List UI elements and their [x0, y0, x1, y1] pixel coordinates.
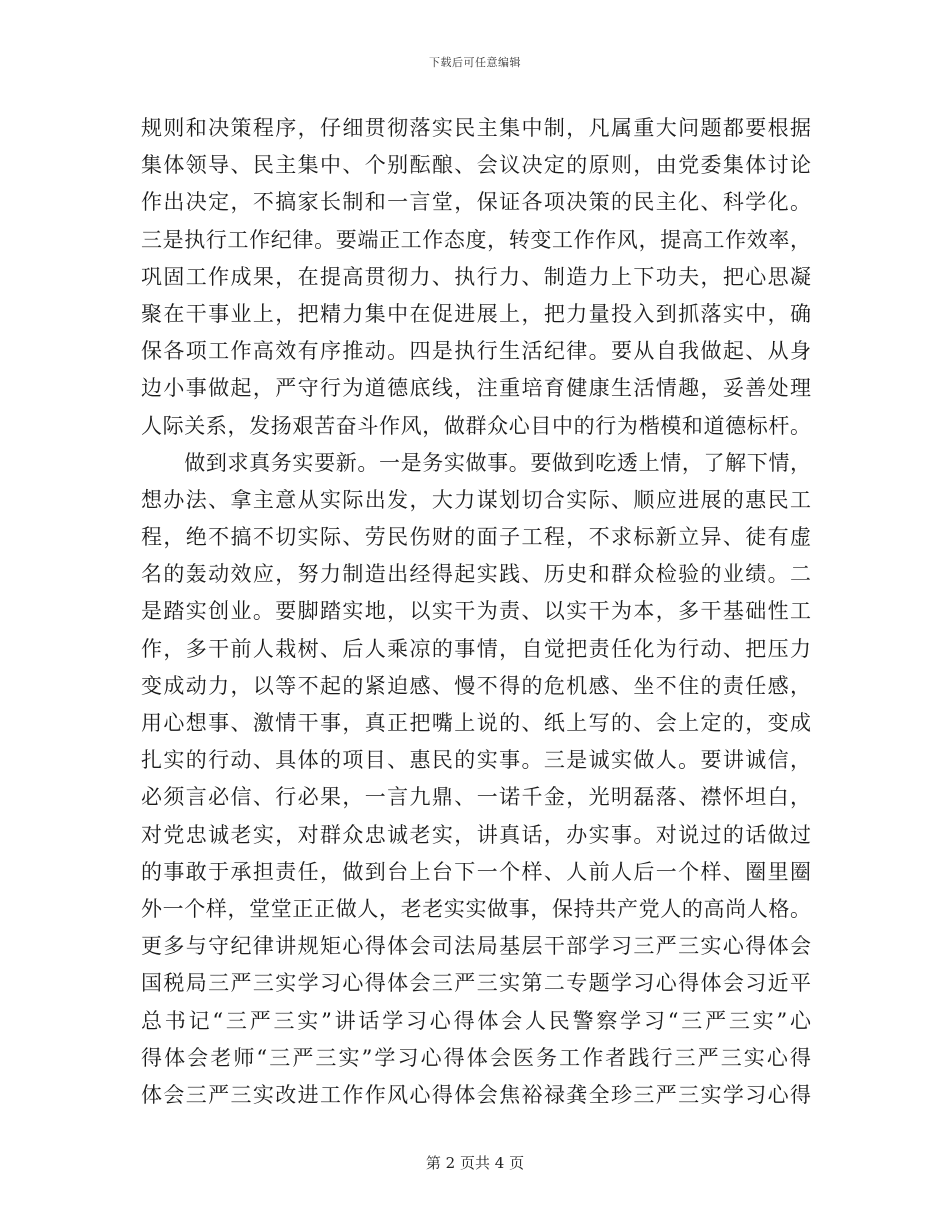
text-line: 边小事做起，严守行为道德底线，注重培育健康生活情趣，妥善处理	[141, 376, 811, 401]
text-line: 程，绝不搞不切实际、劳民伤财的面子工程，不求标新立异、徒有虚	[141, 525, 811, 550]
text-line: 作，多干前人栽树、后人乘凉的事情，自觉把责任化为行动、把压力	[141, 636, 811, 661]
text-line: 变成动力，以等不起的紧迫感、慢不得的危机感、坐不住的责任感，	[141, 673, 811, 698]
text-line: 对党忠诚老实，对群众忠诚老实，讲真话，办实事。对说过的话做过	[141, 822, 811, 847]
text-line: 扎实的行动、具体的项目、惠民的实事。三是诚实做人。要讲诚信，	[141, 748, 811, 773]
page-number-footer: 第 2 页共 4 页	[425, 1154, 525, 1172]
related-links-line: 国税局三严三实学习心得体会三严三实第二专题学习心得体会习近平	[141, 971, 811, 996]
text-line: 作出决定，不搞家长制和一言堂，保证各项决策的民主化、科学化。	[141, 190, 811, 215]
text-line: 的事敢于承担责任，做到台上台下一个样、人前人后一个样、圈里圈	[141, 859, 811, 884]
text-line: 巩固工作成果，在提高贯彻力、执行力、制造力上下功夫，把心思凝	[141, 264, 811, 289]
related-links-line: 体会三严三实改进工作作风心得体会焦裕禄龚全珍三严三实学习心得	[141, 1082, 811, 1107]
page-header: 下载后可任意编辑	[429, 56, 521, 69]
paragraph-start-line: 做到求真务实要新。一是务实做事。要做到吃透上情，了解下情，	[141, 450, 811, 475]
text-line: 保各项工作高效有序推动。四是执行生活纪律。要从自我做起、从身	[141, 339, 811, 364]
text-line: 用心想事、激情干事，真正把嘴上说的、纸上写的、会上定的，变成	[141, 711, 811, 735]
text-line: 是踏实创业。要脚踏实地，以实干为责、以实干为本，多干基础性工	[141, 599, 811, 624]
text-line: 三是执行工作纪律。要端正工作态度，转变工作作风，提高工作效率，	[141, 227, 811, 252]
text-line: 必须言必信、行必果，一言九鼎、一诺千金，光明磊落、襟怀坦白，	[141, 785, 811, 810]
text-line: 想办法、拿主意从实际出发，大力谋划切合实际、顺应进展的惠民工	[141, 487, 811, 512]
related-links-line: 得体会老师“三严三实”学习心得体会医务工作者践行三严三实心得	[141, 1045, 811, 1070]
text-line: 规则和决策程序，仔细贯彻落实民主集中制，凡属重大问题都要根据	[141, 116, 811, 140]
text-line: 集体领导、民主集中、个别酝酿、会议决定的原则，由党委集体讨论	[141, 153, 811, 178]
related-links-line: 更多与守纪律讲规矩心得体会司法局基层干部学习三严三实心得体会	[141, 934, 811, 959]
text-line: 外一个样，堂堂正正做人，老老实实做事，保持共产党人的高尚人格。	[141, 896, 811, 921]
document-body	[141, 110, 811, 1114]
text-line: 人际关系，发扬艰苦奋斗作风，做群众心目中的行为楷模和道德标杆。	[141, 413, 811, 438]
text-line: 聚在干事业上，把精力集中在促进展上，把力量投入到抓落实中，确	[141, 301, 811, 326]
related-links-line: 总书记“三严三实”讲话学习心得体会人民警察学习“三严三实”心	[141, 1008, 811, 1033]
text-line: 名的轰动效应，努力制造出经得起实践、历史和群众检验的业绩。二	[141, 562, 811, 587]
